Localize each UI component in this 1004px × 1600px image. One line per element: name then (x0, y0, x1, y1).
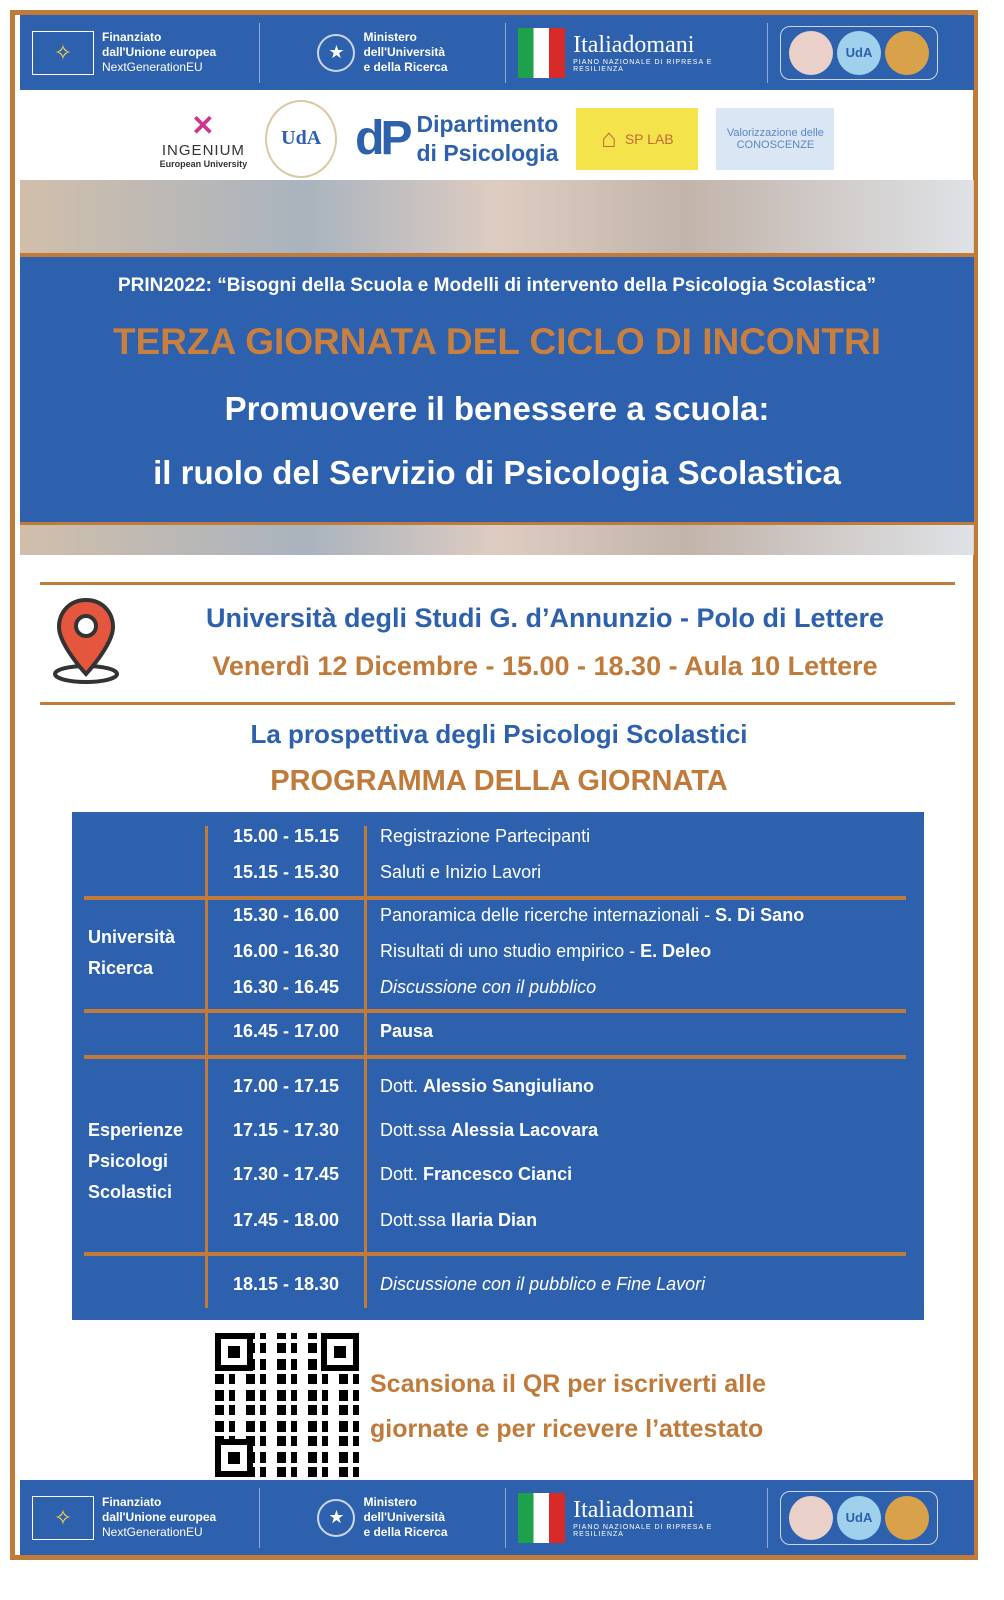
time-slot: 15.30 - 16.00 (232, 905, 340, 925)
ministry-text: e della Ricerca (363, 60, 448, 74)
italiadomani-subtitle: PIANO NAZIONALE DI RIPRESA E RESILIENZA (573, 1524, 713, 1538)
valorizzazione-logo: Valorizzazione delle CONOSCENZE (716, 108, 834, 170)
subtitle-line-1: Promuovere il benessere a scuola: (224, 390, 770, 427)
time-slot: 16.00 - 16.30 (232, 941, 340, 961)
group-label: Università Ricerca (88, 927, 176, 978)
funding-header-band (20, 15, 974, 90)
project-title: PRIN2022: “Bisogni della Scuola e Modelli di intervento della Psicologia Scolastica” (117, 275, 877, 296)
seal-icon (885, 1496, 929, 1540)
italy-flag-icon (518, 1493, 565, 1543)
activity (380, 862, 541, 883)
divider (84, 1055, 906, 1059)
time-slot: 16.30 - 16.45 (232, 977, 340, 997)
italy-emblem-icon: ★ (317, 1499, 355, 1537)
activity (380, 1120, 598, 1141)
dept-psychology-logo (355, 110, 558, 168)
headline: TERZA GIORNATA DEL CICLO DI INCONTRI (112, 321, 882, 362)
dp-mark: dP (355, 112, 409, 165)
activity (380, 941, 711, 962)
activity-text: Dott. (380, 1164, 424, 1184)
eu-text: dall'Unione europea (102, 45, 217, 59)
eu-text: NextGenerationEU (102, 1525, 203, 1539)
ministry-text: Ministero (363, 1495, 417, 1509)
activity-text: Panoramica delle ricerche internazionali - (380, 905, 716, 925)
poster (10, 10, 978, 1560)
ingenium-sub: European University (159, 158, 248, 169)
qr-finder (215, 1333, 253, 1371)
ingenium-logo: ✕ INGENIUM European University (159, 109, 248, 169)
eu-text: Finanziato (102, 30, 162, 44)
speaker-name: Alessia Lacovara (451, 1120, 599, 1140)
speaker-name: E. Deleo (640, 941, 712, 961)
activity (380, 1210, 537, 1231)
funding-footer-band (20, 1480, 974, 1555)
uda-seal: UdA (837, 31, 881, 75)
speaker-name: Ilaria Dian (451, 1210, 538, 1230)
qr-finder (321, 1333, 359, 1371)
time-slot: 15.15 - 15.30 (232, 862, 340, 882)
activity (380, 905, 804, 926)
activity-text: Dott.ssa (380, 1210, 452, 1230)
date-time: Venerdì 12 Dicembre - 15.00 - 18.30 - Aula 10 Lettere (212, 651, 878, 681)
italy-emblem-icon: ★ (317, 34, 355, 72)
program-heading: PROGRAMMA DELLA GIORNATA (270, 765, 728, 797)
qr-instruction: Scansiona il QR per iscriverti alle (370, 1370, 767, 1398)
eu-text: NextGenerationEU (102, 60, 203, 74)
italiadomani-logo: Italiadomani (573, 1497, 695, 1523)
program-subtitle: La prospettiva degli Psicologi Scolastici (250, 719, 748, 749)
seal-icon (885, 31, 929, 75)
speaker-name: Pausa (380, 1021, 434, 1041)
dept-text: Dipartimento (416, 110, 559, 137)
speaker-name: S. Di Sano (715, 905, 805, 925)
activity (380, 826, 590, 847)
title-box (20, 253, 974, 525)
time-slot: 17.45 - 18.00 (232, 1210, 340, 1230)
italiadomani-logo: Italiadomani (573, 32, 695, 58)
time-slot: 17.00 - 17.15 (232, 1076, 340, 1096)
seal-icon (789, 31, 833, 75)
program-table (72, 812, 924, 1320)
dept-text: di Psicologia (416, 139, 559, 166)
building-icon: ⌂ (601, 123, 617, 153)
university-seals (780, 1491, 938, 1545)
activity-text: Dott. (380, 1076, 424, 1096)
eu-flag-icon: ✧ (32, 1496, 94, 1540)
time-slot: 17.30 - 17.45 (232, 1164, 340, 1184)
activity (380, 1076, 594, 1097)
activity (380, 1274, 705, 1295)
ingenium-name: INGENIUM (161, 141, 245, 159)
time-slot: 17.15 - 17.30 (232, 1120, 340, 1140)
activity (380, 977, 596, 998)
activity-note: Discussione con il pubblico e Fine Lavori (380, 1274, 706, 1294)
divider (84, 1009, 906, 1013)
seal-icon (789, 1496, 833, 1540)
location-pin-icon (53, 598, 119, 684)
activity-text: Saluti e Inizio Lavori (380, 862, 542, 882)
divider (40, 582, 955, 585)
ministry-text: e della Ricerca (363, 1525, 448, 1539)
header-photo (20, 180, 974, 253)
divider (84, 896, 906, 900)
uda-logo: UdA (265, 100, 337, 178)
partner-logos-row (20, 95, 974, 182)
ministry-text: dell'Università (363, 45, 446, 59)
time-slot: 16.45 - 17.00 (232, 1021, 340, 1041)
ministry-text: Ministero (363, 30, 417, 44)
group-label: Esperienze Psicologi Scolastici (88, 1120, 184, 1202)
activity (380, 1164, 572, 1185)
eu-flag-icon: ✧ (32, 31, 94, 75)
activity-text: Risultati di uno studio empirico - (380, 941, 641, 961)
photo-strip (20, 525, 974, 555)
splab-logo (576, 108, 698, 170)
qr-instruction: giornate e per ricevere l’attestato (370, 1415, 764, 1443)
qr-finder (215, 1439, 253, 1477)
eu-text: dall'Unione europea (102, 1510, 217, 1524)
activity-text: Registrazione Partecipanti (380, 826, 591, 846)
italy-flag-icon (518, 28, 565, 78)
ministry-text: dell'Università (363, 1510, 446, 1524)
divider (40, 702, 955, 705)
uda-seal: UdA (837, 1496, 881, 1540)
eu-text: Finanziato (102, 1495, 162, 1509)
time-slot: 15.00 - 15.15 (232, 826, 340, 846)
activity-text: Dott.ssa (380, 1120, 452, 1140)
subtitle-line-2: il ruolo del Servizio di Psicologia Scolastica (153, 454, 841, 491)
divider (84, 1252, 906, 1256)
activity (380, 1021, 433, 1042)
time-slot: 18.15 - 18.30 (232, 1274, 340, 1294)
italiadomani-subtitle: PIANO NAZIONALE DI RIPRESA E RESILIENZA (573, 59, 713, 73)
splab-text: SP LAB (624, 130, 674, 147)
speaker-name: Francesco Cianci (423, 1164, 573, 1184)
activity-note: Discussione con il pubblico (380, 977, 597, 997)
speaker-name: Alessio Sangiuliano (423, 1076, 595, 1096)
university-seals (780, 26, 938, 80)
venue: Università degli Studi G. d’Annunzio - Polo di Lettere (205, 603, 885, 633)
